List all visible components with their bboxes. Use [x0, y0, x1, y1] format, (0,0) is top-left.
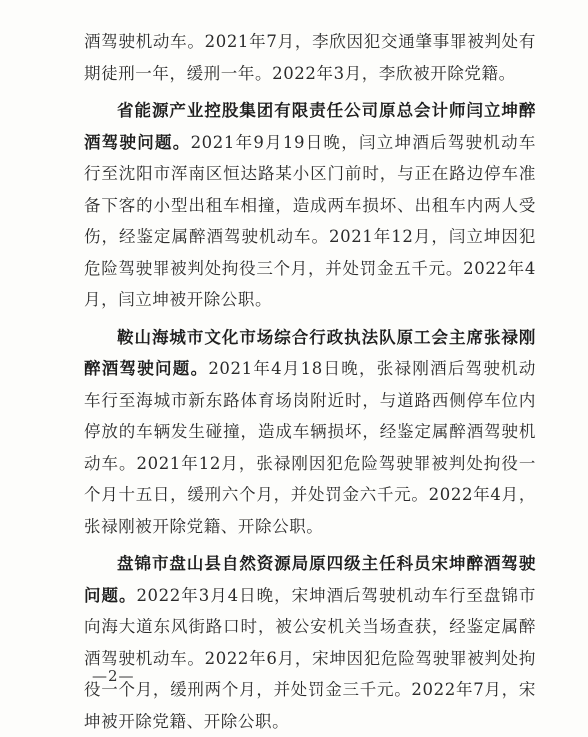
paragraph-li-xin-conclusion [84, 26, 536, 89]
paragraph-body: 2021年9月19日晚，闫立坤酒后驾驶机动车行至沈阳市浑南区恒达路某小区门前时，与正在路边停车准备下客的小型出租车相撞，造成两车损坏、出租车内两人受伤，经鉴定属醉酒驾驶机动车。2021年12月，闫立坤因犯危险驾驶罪被判处拘役三个月，并处罚金五千元。2022年4月，闫立坤被开除公职。 [84, 132, 536, 309]
paragraph-zhang-lugang-case [84, 322, 536, 543]
paragraph-yan-likun-case [84, 95, 536, 316]
paragraph-body: 2021年4月18日晚，张禄刚酒后驾驶机动车行至海城市新东路体育场岗附近时，与道路西侧停车位内停放的车辆发生碰撞，造成车辆损坏，经鉴定属醉酒驾驶机动车。2021年12月，张禄刚因犯危险驾驶罪被判处拘役一个月十五日，缓刑六个月，并处罚金六千元。2022年4月，张禄刚被开除党籍、开除公职。 [84, 359, 536, 536]
paragraph-body: 酒驾驶机动车。2021年7月，李欣因犯交通肇事罪被判处有期徒刑一年，缓刑一年。2022年3月，李欣被开除党籍。 [84, 32, 536, 83]
case-heading: 盘锦市盘山县自然资源局原四级主任科员宋坤醉酒驾驶问题。 [84, 554, 536, 605]
paragraph-body: 2022年3月4日晚，宋坤酒后驾驶机动车行至盘锦市向海大道东风街路口时，被公安机关当场查获，经鉴定属醉酒驾驶机动车。2022年6月，宋坤因犯危险驾驶罪被判处拘役一个月，缓刑两个月，并处罚金三千元。2022年7月，宋坤被开除党籍、开除公职。 [84, 585, 536, 731]
page-number: —2— [92, 667, 135, 685]
case-heading: 省能源产业控股集团有限责任公司原总会计师闫立坤醉酒驾驶问题。 [84, 101, 536, 152]
paragraph-song-kun-case [84, 548, 536, 737]
case-heading: 鞍山海城市文化市场综合行政执法队原工会主席张禄刚醉酒驾驶问题。 [84, 327, 536, 378]
